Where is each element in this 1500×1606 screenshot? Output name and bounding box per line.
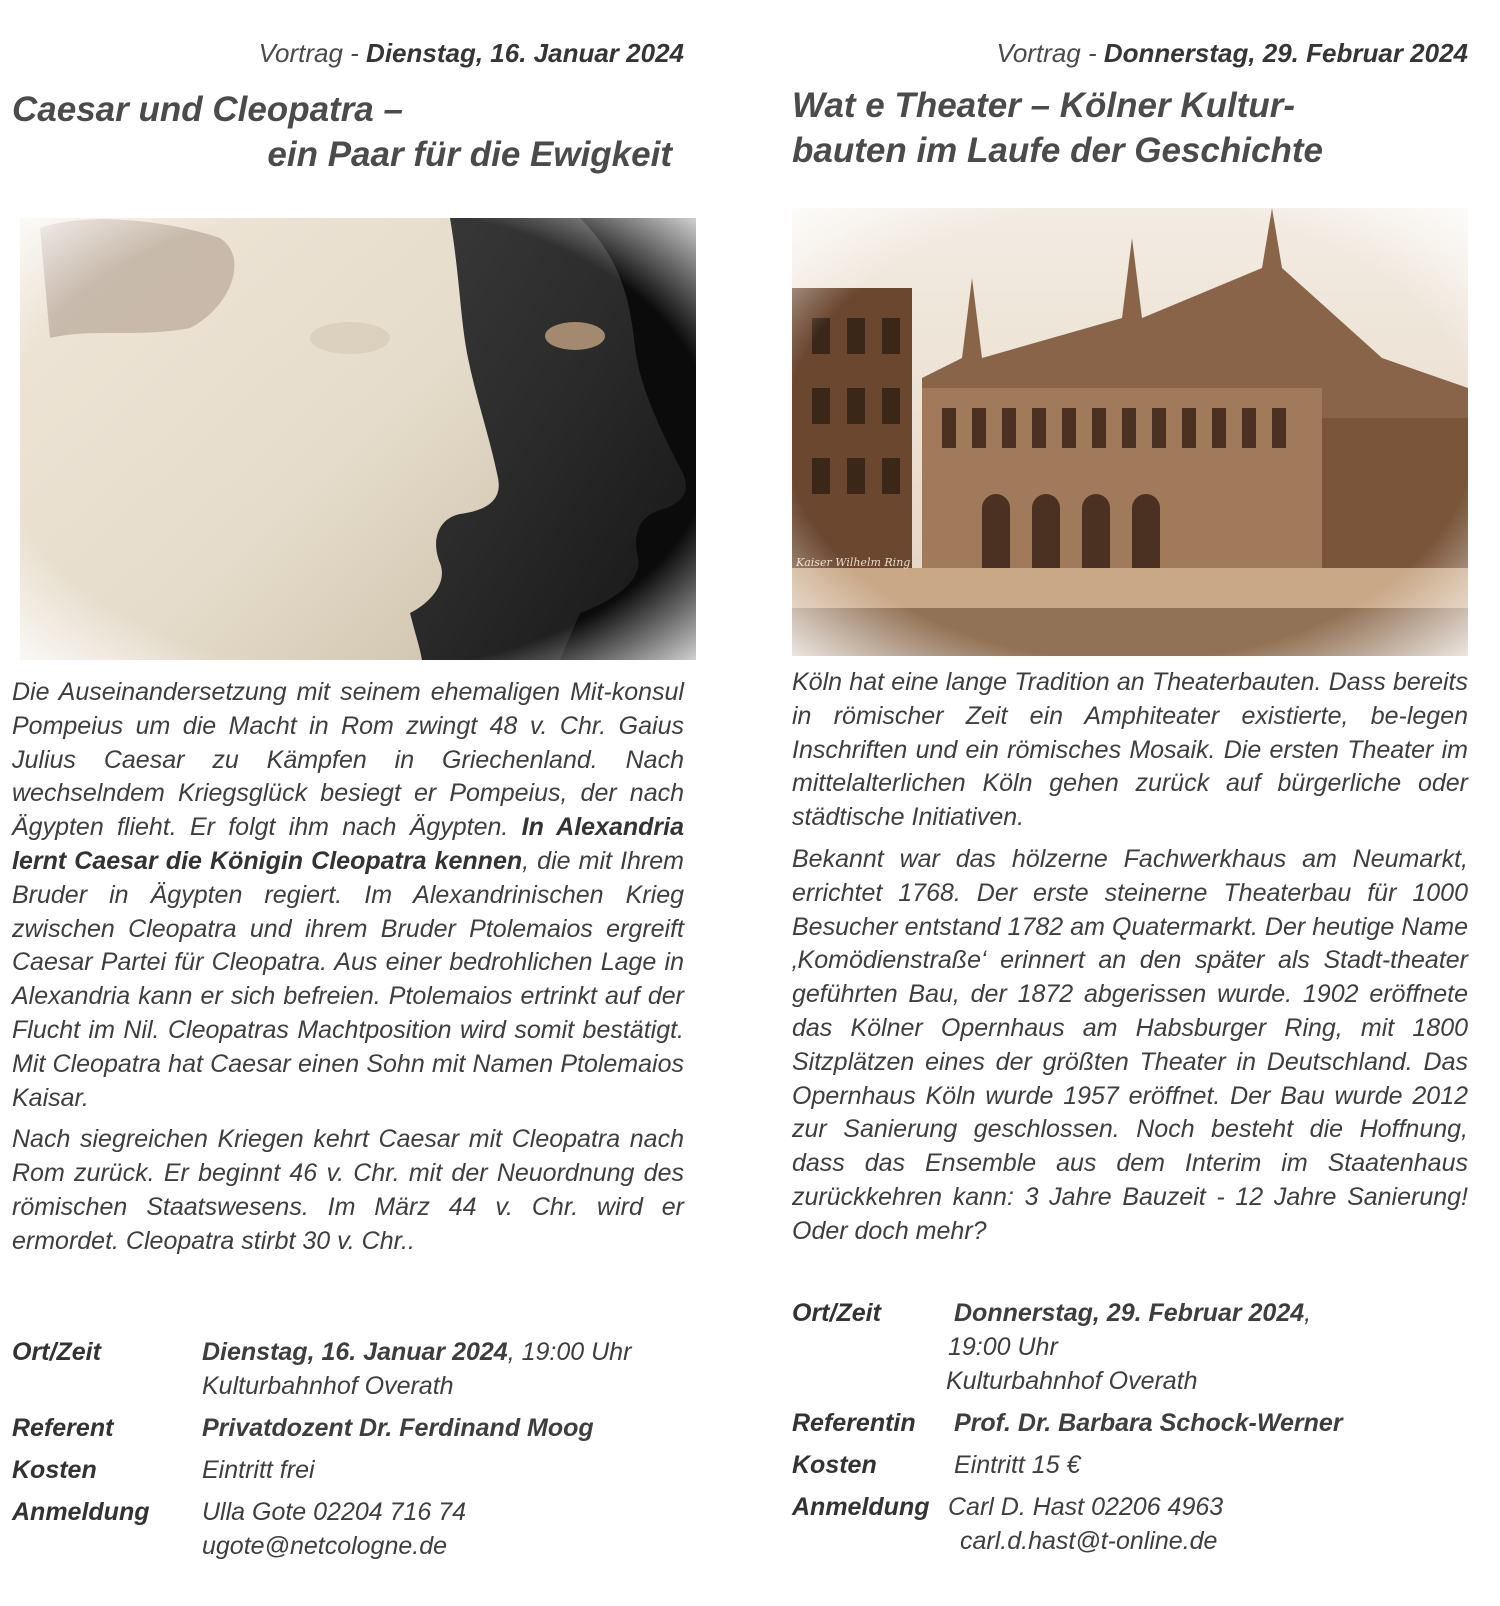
- right-ort-row: [792, 1296, 1472, 1398]
- right-kosten-row: [792, 1448, 1472, 1482]
- right-paragraph-1: Köln hat eine lange Tradition an Theaterbauten. Dass bereits in römischer Zeit ein Amphiteater existierte, be-legen Inschriften und ein römisches Mosaik. Die ersten Theater im mittelalterlichen Köln gehen zurück auf bürgerliche oder städtische Initiativen.: [792, 668, 1468, 832]
- right-kosten-label: Kosten: [792, 1451, 877, 1479]
- right-title-line2: bauten im Laufe der Geschichte: [792, 131, 1323, 170]
- left-description: [12, 676, 684, 1267]
- left-column-header: [12, 0, 684, 177]
- right-ort-date: Donnerstag, 29. Februar 2024: [954, 1299, 1305, 1327]
- opera-house-illustration: [792, 208, 1468, 656]
- caesar-cleopatra-busts-image: [20, 218, 696, 660]
- right-anm-contact: Carl D. Hast 02206 4963: [948, 1493, 1224, 1521]
- left-kosten-value: Eintritt frei: [202, 1456, 315, 1484]
- left-ref-label: Referent: [12, 1414, 114, 1442]
- left-title-line1: Caesar und Cleopatra –: [12, 90, 403, 129]
- right-kicker-prefix: Vortrag -: [996, 38, 1104, 68]
- right-title-line1: Wat e Theater – Kölner Kultur-: [792, 86, 1296, 125]
- left-ort-place: Kulturbahnhof Overath: [202, 1372, 454, 1400]
- right-event-kicker: [792, 38, 1468, 69]
- right-ref-value: Prof. Dr. Barbara Schock-Werner: [954, 1409, 1343, 1437]
- right-event-info: [792, 1296, 1472, 1558]
- right-anm-label: Anmeldung: [792, 1493, 930, 1521]
- left-paragraph-2: Nach siegreichen Kriegen kehrt Caesar mit Cleopatra nach Rom zurück. Er beginnt 46 v. Chr. mit der Neuordnung des römischen Staatswesens. Im März 44 v. Chr. wird er ermordet. Cleopatra stirbt 30 v. Chr..: [12, 1125, 684, 1255]
- right-ort-time: 19:00 Uhr: [948, 1333, 1058, 1361]
- left-ort-date: Dienstag, 16. Januar 2024: [202, 1338, 508, 1366]
- left-p1-text-a: Die Auseinandersetzung mit seinem ehemaligen Mit-konsul Pompeius um die Macht in Rom zwingt 48 v. Chr. Gaius Julius Caesar zu Kämpfen in Griechenland. Nach wechselndem Kriegsglück besiegt er Pompeius, der nach Ägypten flieht. Er folgt ihm nach Ägypten.: [12, 678, 684, 842]
- left-p1-text-c: , die mit Ihrem Bruder in Ägypten regiert. Im Alexandrinischen Krieg zwischen Cleopatra und ihrem Bruder Ptolemaios ergreift Caesar Partei für Cleopatra. Aus einer bedrohlichen Lage in Alexandria kann er sich befreien. Ptolemaios ertrinkt auf der Flucht im Nil. Cleopatras Machtposition wird somit bestätigt. Mit Cleopatra hat Caesar einen Sohn mit Namen Ptolemaios Kaisar.: [12, 846, 684, 1112]
- right-column-header: [792, 0, 1468, 173]
- left-ort-row: [12, 1335, 692, 1403]
- right-ort-value: [946, 1296, 1312, 1398]
- left-anm-label: Anmeldung: [12, 1498, 150, 1526]
- left-kicker-date: Dienstag, 16. Januar 2024: [366, 38, 684, 68]
- right-anm-row: [792, 1490, 1472, 1558]
- left-paragraph-1: [12, 676, 684, 1115]
- left-event-title: [12, 87, 684, 177]
- left-kosten-row: [12, 1453, 692, 1487]
- left-title-line2: ein Paar für die Ewigkeit: [267, 135, 672, 174]
- left-p1-highlight: In Alexandria lernt Caesar die Königin Cleopatra kennen: [12, 813, 684, 875]
- right-ort-label: Ort/Zeit: [792, 1299, 881, 1327]
- left-kicker-prefix: Vortrag -: [258, 38, 367, 68]
- right-description: [792, 666, 1468, 1257]
- left-kosten-label: Kosten: [12, 1456, 97, 1484]
- left-ort-value: [202, 1335, 631, 1403]
- right-anm-email[interactable]: carl.d.hast@t-online.de: [960, 1527, 1218, 1555]
- left-anm-email[interactable]: ugote@netcologne.de: [202, 1532, 448, 1560]
- busts-illustration: [20, 218, 696, 660]
- right-event-title: [792, 83, 1468, 173]
- right-kicker-date: Donnerstag, 29. Februar 2024: [1103, 38, 1468, 68]
- left-event-info: [12, 1335, 692, 1563]
- right-ref-row: [792, 1406, 1472, 1440]
- left-ref-row: [12, 1411, 692, 1445]
- right-paragraph-2: Bekannt war das hölzerne Fachwerkhaus am Neumarkt, errichtet 1768. Der erste steinerne Theaterbau für 1000 Besucher entstand 1782 am Quatermarkt. Der heutige Name ‚Komödienstraße‘ erinnert an den später als Stadt-theater geführten Bau, der 1872 abgerissen wurde. 1902 eröffnete das Kölner Opernhaus am Habsburger Ring, mit 1800 Sitzplätzen eines der größten Theater in Deutschland. Das Opernhaus Köln wurde 1957 eröffnet. Der Bau wurde 2012 zur Sanierung geschlossen. Noch besteht die Hoffnung, dass das Ensemble aus dem Interim im Staatenhaus zurückkehren kann: 3 Jahre Bauzeit - 12 Jahre Sanierung! Oder doch mehr?: [792, 844, 1468, 1245]
- right-ref-label: Referentin: [792, 1409, 916, 1437]
- right-kosten-value: Eintritt 15 €: [954, 1451, 1081, 1479]
- left-event-kicker: [12, 38, 684, 69]
- opera-house-image: [792, 208, 1468, 656]
- left-ort-time: , 19:00 Uhr: [507, 1338, 632, 1366]
- left-ref-value: Privatdozent Dr. Ferdinand Moog: [202, 1414, 594, 1442]
- right-ort-comma: ,: [1304, 1299, 1312, 1327]
- left-anm-contact: Ulla Gote 02204 716 74: [202, 1498, 467, 1526]
- left-ort-label: Ort/Zeit: [12, 1338, 101, 1366]
- left-anm-row: [12, 1495, 692, 1563]
- right-ort-place: Kulturbahnhof Overath: [946, 1367, 1198, 1395]
